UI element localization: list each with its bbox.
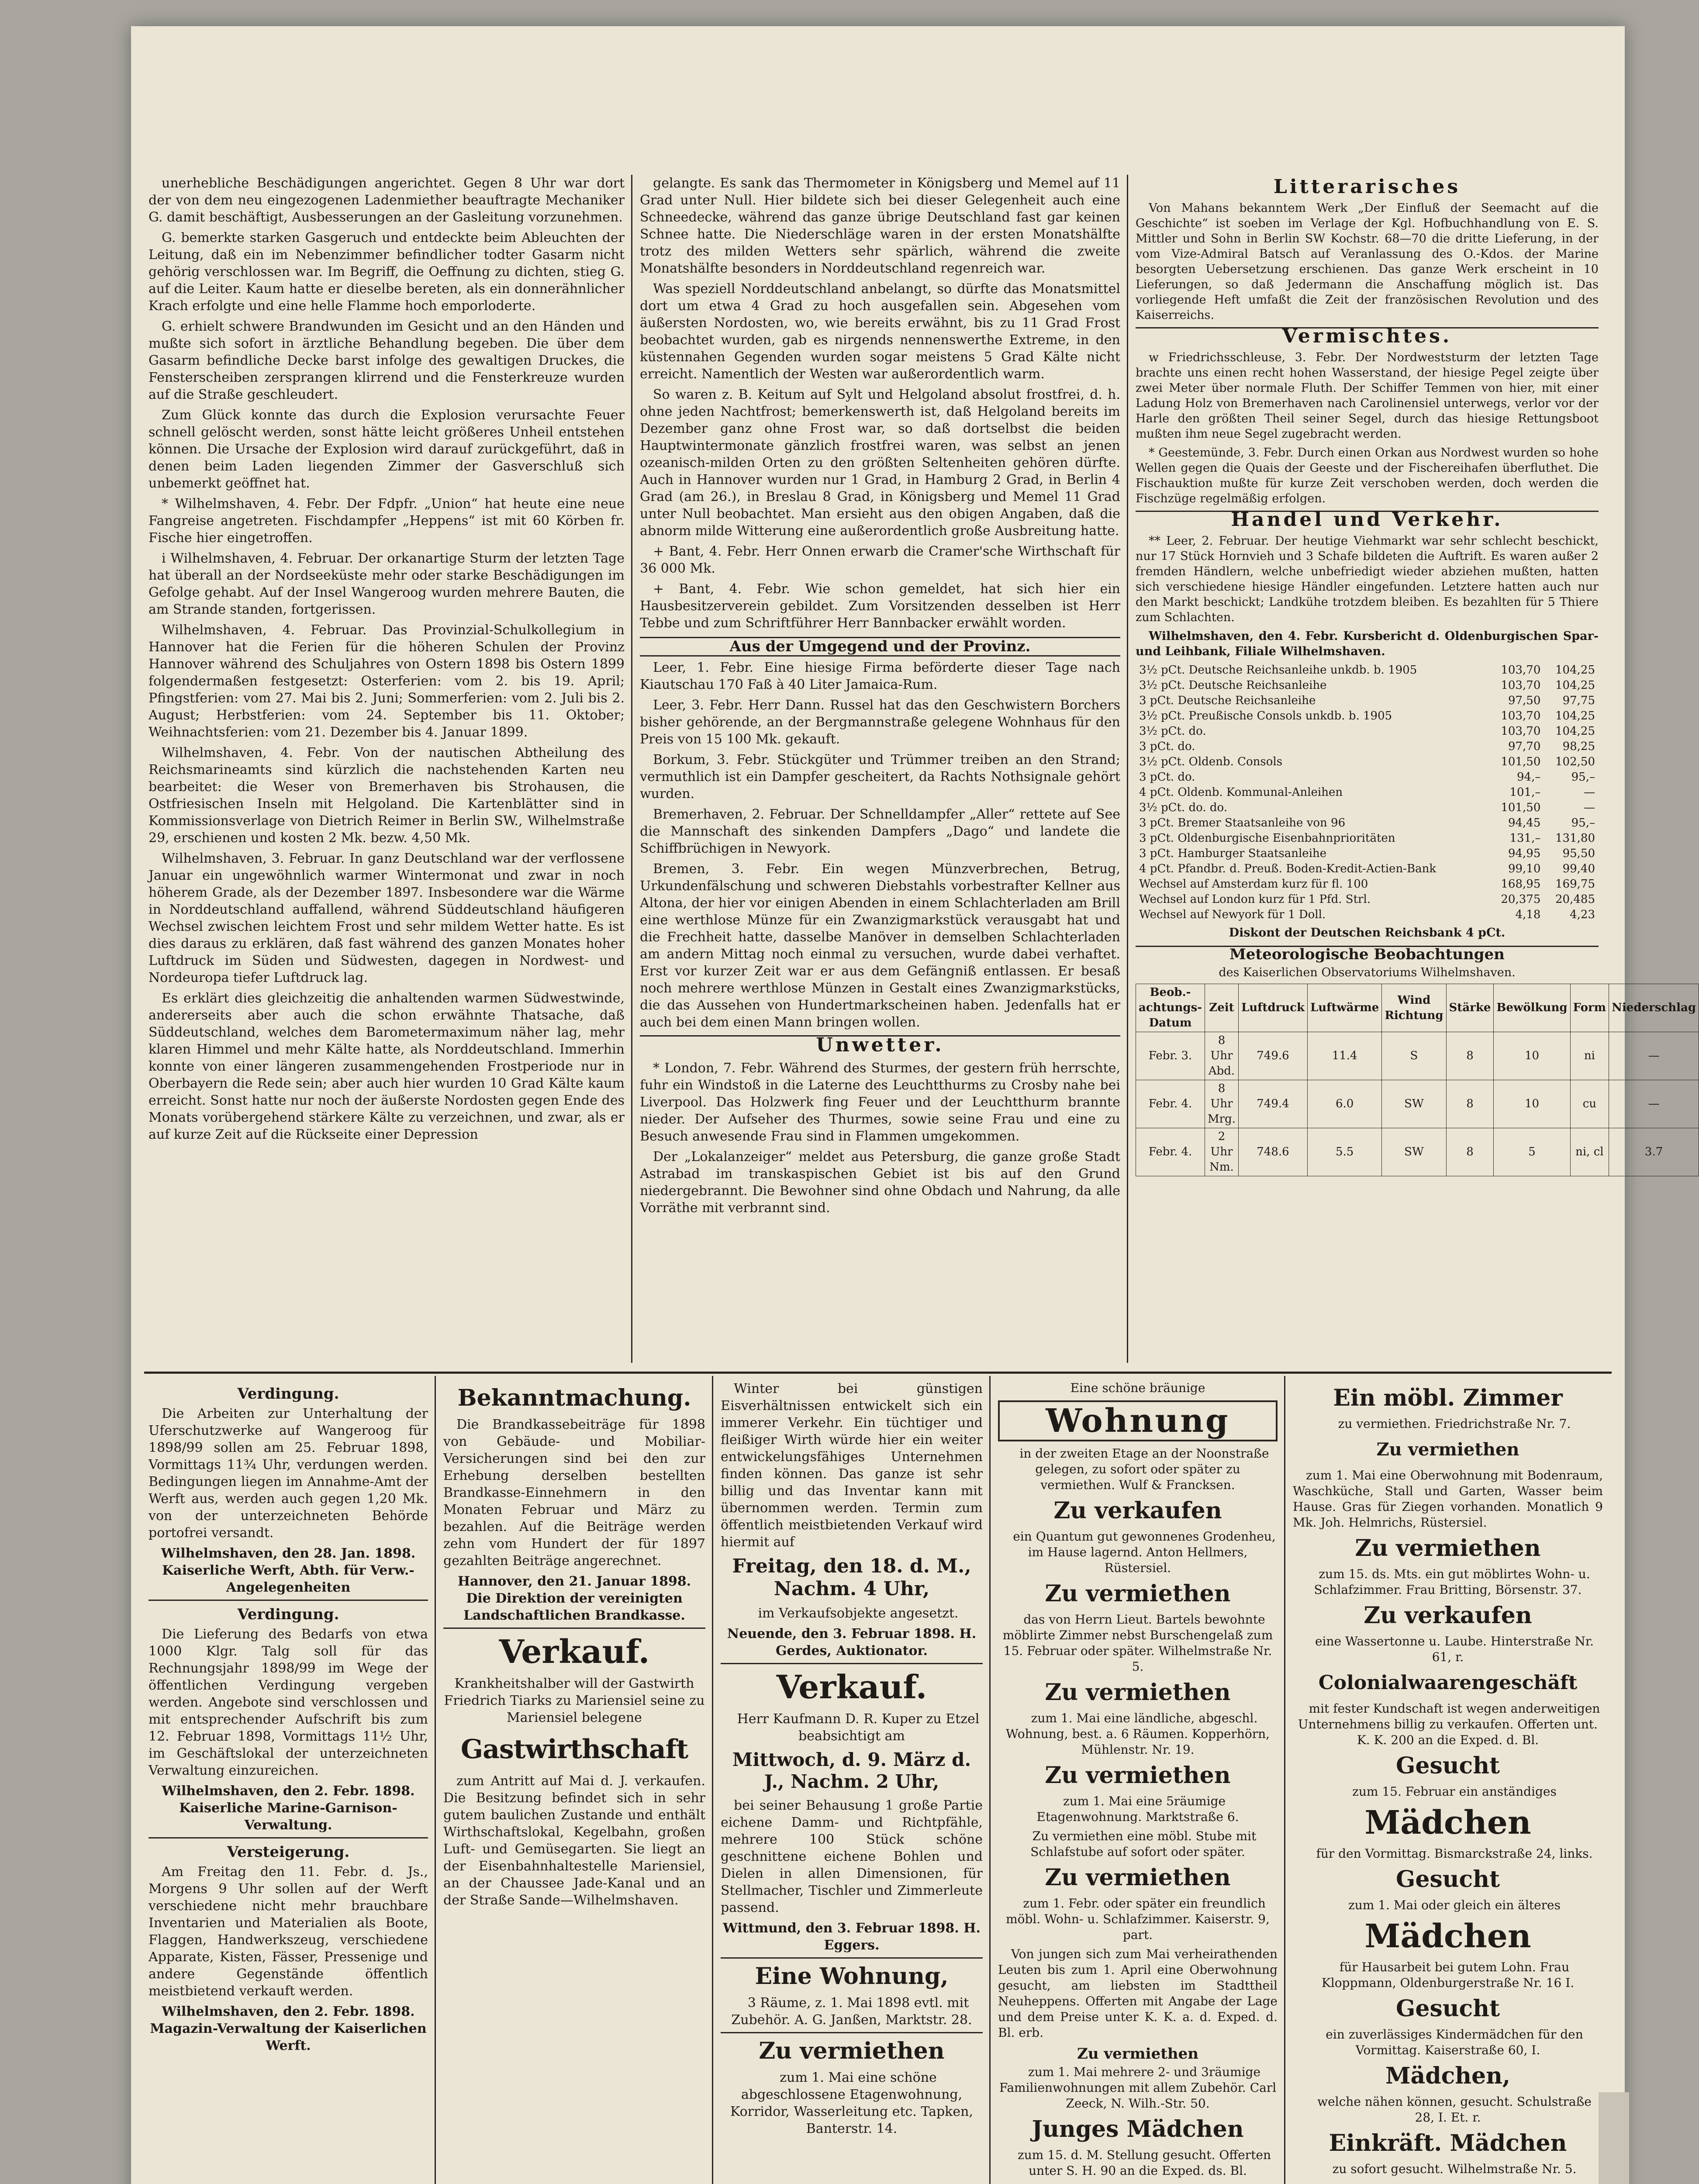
ad-text: für Hausarbeit bei gutem Lohn. Frau Kloppmann, Oldenburgerstraße Nr. 16 I.	[1321, 1960, 1575, 1990]
ad-text: Die Brandkassebeiträge für 1898 von Gebäude- und Mobiliar-Versicherungen sind bei den zur Erhebung derselben bestellten Brandkasse-Einnehmern in den Monaten Februar und März zu bezahlen. Auf die Beiträge werden zehn vom Hundert der für 1897 gezahlten Beiträge angerechnet.	[443, 1417, 705, 1569]
kurs-row	[1136, 770, 1599, 785]
kurs-cell: 131,80	[1555, 832, 1595, 845]
meteo-row	[1136, 1032, 1699, 1080]
article-paragraph: gelangte. Es sank das Thermometer in Königsberg und Memel auf 11 Grad unter Null. Hier bildete sich bei dieser Gelegenheit auch eine Schneedecke, während das ganze übrige Deutschland fast gar keinen Schnee hatte. Die Niederschläge waren in der ersten Monatshälfte trotz des milden Wetters sehr spärlich, während die zweite Monatshälfte besonders in Norddeutschland regenreich war.	[640, 176, 1120, 276]
ad-title: Zu vermiethen	[1376, 1439, 1519, 1460]
ad-text: zum 1. Mai eine schöne abgeschlossene Etagenwohnung, Korridor, Wasserleitung etc. Tapken, Banterstr. 14.	[730, 2070, 973, 2136]
kurs-cell: 95,–	[1571, 816, 1595, 829]
kurs-cell: 3½ pCt. do. do.	[1139, 801, 1227, 814]
ad-signature: Wilhelmshaven, den 2. Febr. 1898. Magazin-Verwaltung der Kaiserlichen Werft.	[150, 2004, 427, 2053]
kurs-row	[1136, 907, 1599, 923]
news-column-right	[1136, 175, 1696, 1363]
meteo-header-cell: Luftwärme	[1307, 984, 1381, 1032]
ad-title: Zu verkaufen	[1053, 1497, 1222, 1524]
article-paragraph: w Friedrichsschleuse, 3. Febr. Der Nordweststurm der letzten Tage brachte uns einen recht hohen Wasserstand, der hiesige Pegel zeigte über zwei Meter über normale Fluth. Der Schiffer Temmen von hier, mit einer Ladung Holz von Bremerhaven nach Carolinensiel unterwegs, verlor vor der Harle den größten Theil seiner Segel, durch das hiesige Rettungsboot mußten ihm neue Segel zugebracht werden.	[1136, 351, 1599, 441]
ad-date: Mittwoch, d. 9. März d. J., Nachm. 2 Uhr,	[732, 1749, 971, 1792]
kurs-cell: 168,95	[1501, 878, 1541, 891]
meteo-header-cell: Stärke	[1446, 984, 1494, 1032]
kurs-row	[1136, 892, 1599, 907]
ad-title: Zu vermiethen	[1045, 1762, 1231, 1789]
ad-text: zum Antritt auf Mai d. J. verkaufen. Die Besitzung befindet sich in sehr gutem baulichen Zustande und enthält Wirthschaftslokal, Kegelbahn, großen Luft- und Gemüsegarten. Sie liegt an der Eisenbahnhaltestelle Mariensiel, an der Chaussee Jade-Kanal und an der Straße Sande—Wilhelmshaven.	[443, 1773, 705, 1908]
ad-signature: Neuende, den 3. Februar 1898. H. Gerdes, Auktionator.	[727, 1626, 977, 1659]
ad-title: Eine Wohnung,	[755, 1963, 949, 1990]
news-column-middle	[640, 175, 1120, 1363]
ad-title: Ein möbl. Zimmer	[1333, 1385, 1563, 1411]
meteo-cell: ni, cl	[1570, 1128, 1609, 1176]
meteo-row	[1136, 1080, 1699, 1128]
kurs-cell: 103,70	[1501, 663, 1541, 677]
ads-column-d	[998, 1380, 1278, 2184]
meteo-cell: 749.4	[1238, 1080, 1307, 1128]
kurs-cell: 3½ pCt. Preußische Consols unkdb. b. 1905	[1139, 709, 1392, 722]
kurs-cell: 4,23	[1570, 908, 1595, 921]
ad-text: zum 1. Mai mehrere 2- und 3räumige Familienwohnungen mit allem Zubehör. Carl Zeeck, N. Wilh.-Str. 50.	[999, 2065, 1277, 2111]
section-heading: Unwetter.	[640, 1035, 1120, 1054]
article-paragraph: + Bant, 4. Febr. Herr Onnen erwarb die Cramer'sche Wirthschaft für 36 000 Mk.	[640, 544, 1120, 576]
kurs-cell: 103,70	[1501, 679, 1541, 692]
kurs-cell: 4,18	[1515, 908, 1541, 921]
article-paragraph: G. bemerkte starken Gasgeruch und entdeckte beim Ableuchten der Leitung, daß ein im Nebenzimmer befindlicher todter Gasarm nicht gehörig verschlossen war. Im Begriff, die Oeffnung zu dichten, stieg G. auf die Leiter. Kaum hatte er dieselbe bereten, als ein donnerähnlicher Krach erfolgte und eine helle Flamme hoch emporloderte.	[148, 230, 625, 314]
meteo-header-cell: Bewölkung	[1494, 984, 1570, 1032]
kurs-cell: 94,95	[1508, 847, 1541, 860]
ad-text: für den Vormittag. Bismarckstraße 24, links.	[1316, 1846, 1593, 1861]
kurs-cell: 3½ pCt. do.	[1139, 725, 1206, 738]
article-paragraph: Zum Glück konnte das durch die Explosion verursachte Feuer schnell gelöscht werden, sonst hätte leicht größeres Unheil entstehen können. Die Ursache der Explosion wird darauf zurückgeführt, daß in denen beim Laden liegenden Zimmer der Gasverschluß sich unbemerkt geöffnet hat.	[148, 408, 625, 491]
meteo-header-cell: Beob.-achtungs-Datum	[1136, 984, 1205, 1032]
article-paragraph: Was speziell Norddeutschland anbelangt, so dürfte das Monatsmittel dort um etwa 4 Grad zu hoch ausgefallen sein. Abgesehen vom äußersten Nordosten, wo, wie bereits erwähnt, bis zu 11 Grad Frost beobachtet wurden, gab es nirgends nennenswerthe Extreme, in den küstennahen Gegenden wurden sogar meistens 5 Grad Kälte nicht erreicht. Namentlich der Westen war außerordentlich warm.	[640, 281, 1120, 382]
kurs-cell: 131,–	[1509, 832, 1541, 845]
ad-title: Zu vermiethen	[1077, 2045, 1198, 2063]
ad-text: Herr Kaufmann D. R. Kuper zu Etzel beabsichtigt am	[737, 1711, 980, 1744]
meteo-cell: 6.0	[1307, 1080, 1381, 1128]
ads-column-a	[148, 1380, 428, 2184]
ad-text: zu sofort gesucht. Wilhelmstraße Nr. 5.	[1332, 2162, 1577, 2176]
kurs-row	[1136, 754, 1599, 770]
ad-text: zum 1. Mai oder gleich ein älteres	[1348, 1898, 1561, 1912]
meteo-cell: Febr. 4.	[1136, 1080, 1205, 1128]
kurs-cell: 104,25	[1555, 679, 1595, 692]
kurs-row	[1136, 693, 1599, 708]
ad-title: Verkauf.	[499, 1633, 650, 1671]
ad-text: zum 15. d. M. Stellung gesucht. Offerten unter S. H. 90 an die Exped. ds. Bl.	[1018, 2148, 1271, 2178]
ad-title: Mädchen,	[1385, 2063, 1511, 2089]
ad-text: zum 1. Febr. oder später ein freundlich möbl. Wohn- u. Schlafzimmer. Kaiserstr. 9, part.	[1006, 1896, 1270, 1942]
ad-title: Verdingung.	[237, 1606, 339, 1623]
column-rule	[1127, 175, 1128, 1363]
ad-text: zu vermiethen. Friedrichstraße Nr. 7.	[1338, 1417, 1571, 1431]
ad-title: Zu vermiethen	[1355, 1535, 1541, 1562]
ad-text: zum 15. Februar ein anständiges	[1352, 1784, 1557, 1799]
ad-text: im Verkaufsobjekte angesetzt.	[758, 1606, 959, 1621]
meteo-header-cell: Niederschlag	[1609, 984, 1699, 1032]
meteo-cell: 2 Uhr Nm.	[1205, 1128, 1239, 1176]
kurs-cell: Wechsel auf Amsterdam kurz für fl. 100	[1139, 878, 1368, 891]
ad-title: Junges Mädchen	[1032, 2116, 1244, 2143]
ad-title: Gesucht	[1395, 1866, 1500, 1893]
meteo-cell: —	[1609, 1032, 1699, 1080]
kurs-cell: 98,25	[1562, 740, 1595, 753]
ad-title: Colonialwaarengeschäft	[1318, 1672, 1578, 1694]
ad-title: Zu vermiethen	[1045, 1580, 1231, 1607]
ad-title: Verkauf.	[776, 1669, 927, 1706]
kurs-cell: 99,40	[1562, 862, 1595, 875]
meteo-header-cell: Zeit	[1205, 984, 1239, 1032]
kurs-cell: 20,375	[1501, 893, 1541, 906]
ad-title: Zu vermiethen	[1045, 1679, 1231, 1706]
meteo-cell: 11.4	[1307, 1032, 1381, 1080]
ad-title: Versteigerung.	[227, 1843, 350, 1861]
kurs-cell: 97,50	[1508, 694, 1541, 707]
kurs-cell: 3½ pCt. Oldenb. Consols	[1139, 755, 1283, 768]
ad-text: Die Lieferung des Bedarfs von etwa 1000 Klgr. Talg soll für das Rechnungsjahr 1898/99 im Wege der öffentlichen Verdingung vergeben werden. Angebote sind verschlossen und mit entsprechender Aufschrift bis zum 12. Februar 1898, Vormittags 11½ Uhr, im Geschäftslokal der unterzeichneten Verwaltung einzureichen.	[148, 1627, 428, 1778]
kurs-cell: 3 pCt. Hamburger Staatsanleihe	[1139, 847, 1327, 860]
kurs-row	[1136, 861, 1599, 877]
article-paragraph: * Geestemünde, 3. Febr. Durch einen Orkan aus Nordwest wurden so hohe Wellen gegen die Quais der Geeste und der Fischereihafen überfluthet. Die Fischauktion mußte für kurze Zeit verschoben werden, doch werden die Fischzüge regelmäßig erfolgen.	[1136, 446, 1599, 505]
meteo-cell: 3.7	[1609, 1128, 1699, 1176]
kurs-cell: 95,–	[1571, 771, 1595, 784]
meteo-cell: 10	[1494, 1080, 1570, 1128]
ad-signature: Hannover, den 21. Januar 1898. Die Direktion der vereinigten Landschaftlichen Brandkasse.	[457, 1574, 691, 1623]
ad-headline: Gastwirthschaft	[460, 1734, 688, 1765]
article-paragraph: Leer, 3. Febr. Herr Dann. Russel hat das den Geschwistern Borchers bisher gehörende, an der Bergmannstraße gelegene Wohnhaus für den Preis von 15 100 Mk. gekauft.	[640, 698, 1120, 747]
ad-text: zum 15. ds. Mts. ein gut möblirtes Wohn- u. Schlafzimmer. Frau Britting, Börsenstr. 37.	[1314, 1567, 1590, 1597]
ads-column-e	[1293, 1380, 1603, 2184]
article-paragraph: i Wilhelmshaven, 4. Februar. Der orkanartige Sturm der letzten Tage hat überall an der Nordseeküste mehr oder starke Beschädigungen im Gefolge gehabt. Auf der Insel Wangeroog wurden mehrere Bauten, die am Strande standen, fortgerissen.	[148, 551, 625, 617]
meteo-heading: Meteorologische Beobachtungen	[1136, 946, 1599, 962]
kurs-row	[1136, 846, 1599, 861]
kurs-row	[1136, 800, 1599, 816]
kurs-cell: 97,70	[1508, 740, 1541, 753]
kurs-cell: 102,50	[1555, 755, 1595, 768]
meteo-cell: Febr. 4.	[1136, 1128, 1205, 1176]
kurs-row	[1136, 663, 1599, 678]
article-paragraph: Von Mahans bekanntem Werk „Der Einfluß der Seemacht auf die Geschichte“ ist soeben im Verlage der Kgl. Hofbuchhandlung von E. S. Mittler und Sohn in Berlin SW Kochstr. 68—70 die dritte Lieferung, in der vom Vize-Admiral Batsch auf Veranlassung des O.-Kdos. der Marine besorgten Uebersetzung erschienen. Das ganze Werk erscheint in 10 Lieferungen, so daß Jedermann die Anschaffung möglich ist. Das vorliegende Heft umfaßt die Zeit der französischen Revolution und des Kaiserreichs.	[1136, 201, 1599, 322]
article-paragraph: Wilhelmshaven, 3. Februar. In ganz Deutschland war der verflossene Januar ein ungewöhnlich warmer Wintermonat und zwar in noch höherem Grade, als der Dezember 1897. Insbesondere war die Wärme in Norddeutschland auffallend, während Süddeutschland häufigeren Wechsel zwischen leichtem Frost und sehr mildem Wetter hatte. Es ist dies daraus zu erklären, daß fast während des ganzen Monates hoher Luftdruck im Süden und Südwesten, dagegen in Nordwest- und Nordeuropa tiefer Luftdruck lag.	[148, 851, 625, 985]
ad-text: Die Arbeiten zur Unterhaltung der Uferschutzwerke auf Wangeroog für 1898/99 sollen am 25. Februar 1898, Vormittags 11¾ Uhr, verdungen werden. Bedingungen liegen im Annahme-Amt der Werft aus, werden auch gegen 1,20 Mk. von der unterzeichneten Behörde portofrei versandt.	[148, 1406, 428, 1541]
meteo-cell: 8	[1446, 1080, 1494, 1128]
meteo-cell: ni	[1570, 1032, 1609, 1080]
column-rule	[631, 175, 632, 1363]
section-heading: Litterarisches	[1273, 176, 1461, 198]
kurs-row	[1136, 724, 1599, 739]
article-paragraph: Wilhelmshaven, 4. Februar. Das Provinzial-Schulkollegium in Hannover hat die Ferien für die höheren Schulen der Provinz Hannover während des Schuljahres von Ostern 1898 bis Ostern 1899 folgendermaßen festgesetzt: Osterferien: vom 2. bis 19. April; Pfingstferien: vom 27. Mai bis 2. Juni; Sommerferien: vom 2. Juli bis 2. August; Herbstferien: vom 24. September bis 11. Oktober; Weihnachtsferien: vom 21. Dezember bis 4. Januar 1899.	[148, 622, 625, 740]
ad-text: Zu vermiethen eine möbl. Stube mit Schlafstube auf sofort oder später.	[1030, 1829, 1257, 1859]
kurs-cell: 104,25	[1555, 663, 1595, 677]
article-paragraph: Leer, 1. Febr. Eine hiesige Firma beförderte dieser Tage nach Kiautschau 170 Faß à 40 Liter Jamaica-Rum.	[640, 660, 1120, 692]
ad-text: Am Freitag den 11. Febr. d. Js., Morgens 9 Uhr sollen auf der Werft verschiedene nicht mehr brauchbare Inventarien und Materialien als Boote, Flaggen, Handwerkszeug, verschiedene Apparate, Kisten, Fässer, Pressenige und andere Gegenstände öffentlich meistbietend verkauft werden.	[148, 1864, 428, 1999]
ad-title: Gesucht	[1395, 1995, 1500, 2022]
ad-title: Wohnung	[998, 1400, 1278, 1441]
kurs-cell: 20,485	[1555, 893, 1595, 906]
kurs-row	[1136, 877, 1599, 892]
section-heading: Aus der Umgegend und der Provinz.	[640, 637, 1120, 657]
kurs-cell: 95,50	[1562, 847, 1595, 860]
ad-text: 3 Räume, z. 1. Mai 1898 evtl. mit Zubehör. A. G. Janßen, Marktstr. 28.	[731, 1995, 972, 2028]
article-paragraph: Wilhelmshaven, 4. Febr. Von der nautischen Abtheilung des Reichsmarineamts sind kürzlich die nachstehenden Karten neu bearbeitet: die Weser von Bremerhaven bis Strohausen, die Ostfriesischen Inseln mit Helgoland. Die Kartenblätter sind in Kommissionsverlage von Dietrich Reimer in Berlin SW., Wilhelmstraße 29, erschienen und kosten 2 Mk. bezw. 4,50 Mk.	[148, 745, 625, 846]
meteo-cell: cu	[1570, 1080, 1609, 1128]
kurs-cell: 97,75	[1562, 694, 1595, 707]
kurs-row	[1136, 739, 1599, 754]
kurs-row	[1136, 831, 1599, 846]
meteo-header-row	[1136, 984, 1699, 1032]
section-rule	[144, 1372, 1612, 1374]
ad-text: zum 1. Mai eine 5räumige Etagenwohnung. Marktstraße 6.	[1036, 1794, 1239, 1824]
meteo-cell: 8	[1446, 1032, 1494, 1080]
article-paragraph: Bremerhaven, 2. Februar. Der Schnelldampfer „Aller“ rettete auf See die Mannschaft des sinkenden Dampfers „Dago“ und landete die Schiffbrüchigen in Newyork.	[640, 807, 1120, 856]
ads-column-b	[443, 1380, 705, 2184]
meteo-cell: S	[1382, 1032, 1446, 1080]
kurs-title: Wilhelmshaven, den 4. Febr. Kursbericht d. Oldenburgischen Spar- und Leihbank, Filiale Wilhelmshaven.	[1136, 629, 1599, 658]
kurs-cell: 4 pCt. Oldenb. Kommunal-Anleihen	[1139, 786, 1343, 799]
kurs-cell: 3½ pCt. Deutsche Reichsanleihe	[1139, 679, 1327, 692]
kurs-cell: 3 pCt. Bremer Staatsanleihe von 96	[1139, 816, 1346, 829]
ad-text: eine Wassertonne u. Laube. Hinterstraße Nr. 61, r.	[1315, 1634, 1594, 1664]
article-paragraph: Borkum, 3. Febr. Stückgüter und Trümmer treiben an den Strand; vermuthlich ist ein Dampfer gescheitert, da Rachts Nothsignale gehört wurden.	[640, 752, 1120, 802]
kurs-cell: —	[1584, 786, 1595, 799]
meteo-header-cell: Wind Richtung	[1382, 984, 1446, 1032]
ad-title: Verdingung.	[237, 1385, 339, 1403]
kurs-cell: 104,25	[1555, 709, 1595, 722]
kurs-cell: Wechsel auf Newyork für 1 Doll.	[1139, 908, 1326, 921]
ad-title: Zu verkaufen	[1364, 1602, 1532, 1629]
article-paragraph: Bremen, 3. Febr. Ein wegen Münzverbrechen, Betrug, Urkundenfälschung und schweren Diebstahls vorbestrafter Kellner aus Altona, der hier vor einigen Abenden in einem Schlachterladen am Brill eine werthlose Münze für ein Zwanzigmarkstück verausgabt hat und die Frechheit hatte, dasselbe Manöver in demselben Schlachterladen am andern Mittag noch einmal zu versuchen, wurde dabei verhaftet. Erst vor kurzer Zeit war er aus dem Gefängniß entlassen. Er besaß noch mehrere werthlose Münzen in Gestalt eines Zwanzigmarkstücks, die das Aussehen von Hundertmarkscheinen haben. Jedenfalls hat er auch bei dem einen Mann bringen wollen.	[640, 861, 1120, 1030]
ad-headline: Mädchen	[1364, 1804, 1531, 1842]
ad-title: Bekanntmachung.	[457, 1385, 691, 1411]
kurs-cell: 104,25	[1555, 725, 1595, 738]
meteo-cell: 10	[1494, 1032, 1570, 1080]
kurs-cell: 3 pCt. Deutsche Reichsanleihe	[1139, 694, 1316, 707]
meteo-cell: 8 Uhr Mrg.	[1205, 1080, 1239, 1128]
ad-text: welche nähen können, gesucht. Schulstraße 28, I. Et. r.	[1317, 2094, 1592, 2125]
kurs-row	[1136, 678, 1599, 693]
ad-signature: Wittmund, den 3. Februar 1898. H. Eggers.	[723, 1921, 981, 1953]
meteo-cell: 749.6	[1238, 1032, 1307, 1080]
article-paragraph: Es erklärt dies gleichzeitig die anhaltenden warmen Südwestwinde, andererseits aber auch die schon erwähnte Thatsache, daß Süddeutschland, welches dem Barometermaximum näher lag, mehr klaren Himmel und mehr Kälte hatte, als Norddeutschland. Immerhin konnte von einer längeren zusammengehenden Frostperiode nur in Oberbayern die Rede sein; aber auch hier wurden 10 Grad Kälte kaum erreicht. Sonst hatte nur noch der äußerste Nordosten gegen Ende des Monats vorübergehend stärkere Kälte zu verzeichnen, und zwar, als er auf kurze Zeit auf die Rückseite einer Depression	[148, 991, 625, 1142]
meteo-cell: —	[1609, 1080, 1699, 1128]
news-column-left	[148, 175, 625, 1363]
ad-text: bei seiner Behausung 1 große Partie eichene Damm- und Richtpfähle, mehrere 100 Stück schöne geschnittene eichene Bohlen und Dielen in allen Dimensionen, für Stellmacher, Tischler und Zimmerleute passend.	[721, 1798, 983, 1915]
kurs-cell: 94,–	[1517, 771, 1541, 784]
kurs-cell: 99,10	[1508, 862, 1541, 875]
kurs-cell: 3 pCt. do.	[1139, 740, 1195, 753]
meteo-cell: 5	[1494, 1128, 1570, 1176]
ad-text: Winter bei günstigen Eisverhältnissen entwickelt sich ein immerer Verkehr. Ein tüchtiger und fleißiger Wirth würde hier ein weiter entwickelungsfähiges Unternehmen finden können. Das ganze ist sehr billig und das Inventar kann mit übernommen werden. Termin zum öffentlich meistbietenden Verkauf wird hiermit auf	[721, 1381, 983, 1550]
article-paragraph: unerhebliche Beschädigungen angerichtet. Gegen 8 Uhr war dort der von dem neu eingezogenen Ladenmiether beauftragte Mechaniker G. damit beschäftigt, Ausbesserungen an der Gasleitung vorzunehmen.	[148, 176, 625, 225]
ad-title: Gesucht	[1395, 1752, 1500, 1779]
article-paragraph: + Bant, 4. Febr. Wie schon gemeldet, hat sich hier ein Hausbesitzerverein gebildet. Zum Vorsitzenden desselben ist Herr Tebbe und zum Schriftführer Herr Bannbacker erwählt worden.	[640, 581, 1120, 631]
meteo-cell: SW	[1382, 1128, 1446, 1176]
article-paragraph: Der „Lokalanzeiger“ meldet aus Petersburg, die ganze große Stadt Astrabad im transkaspischen Gebiet ist bis auf den Grund niedergebrannt. Die Bewohner sind ohne Obdach und Nahrung, da alle Vorräthe mit verbrannt sind.	[640, 1149, 1120, 1216]
kurs-cell: 3½ pCt. Deutsche Reichsanleihe unkdb. b. 1905	[1139, 663, 1417, 677]
kurs-cell: 3 pCt. do.	[1139, 771, 1195, 784]
ad-text: Eine schöne bräunige	[1070, 1381, 1205, 1395]
meteo-cell: 8 Uhr Abd.	[1205, 1032, 1239, 1080]
ad-text: ein zuverlässiges Kindermädchen für den Vormittag. Kaiserstraße 60, I.	[1326, 2027, 1583, 2057]
ad-date: Freitag, den 18. d. M., Nachm. 4 Uhr,	[732, 1555, 971, 1600]
kurs-cell: 103,70	[1501, 709, 1541, 722]
ad-title: Zu vermiethen	[759, 2038, 945, 2064]
kurs-cell: 4 pCt. Pfandbr. d. Preuß. Boden-Kredit-Actien-Bank	[1139, 862, 1437, 875]
kurs-table	[1136, 663, 1599, 923]
kurs-cell: 103,70	[1501, 725, 1541, 738]
ad-text: das von Herrn Lieut. Bartels bewohnte möblirte Zimmer nebst Burschengelaß zum 15. Februar oder später. Wilhelmstraße Nr. 5.	[1002, 1612, 1273, 1674]
meteo-cell: 8	[1446, 1128, 1494, 1176]
column-rule	[1284, 1376, 1285, 2184]
ad-title: Zu vermiethen	[1045, 1864, 1231, 1891]
ad-headline: Mädchen	[1364, 1918, 1531, 1955]
kurs-cell: 101,50	[1501, 801, 1541, 814]
kurs-cell: 169,75	[1555, 878, 1595, 891]
meteo-header-cell: Luftdruck	[1238, 984, 1307, 1032]
ad-text: zum 1. Mai eine ländliche, abgeschl. Wohnung, best. a. 6 Räumen. Kopperhörn, Mühlenstr. Nr. 19.	[1005, 1711, 1270, 1757]
column-rule	[435, 1376, 436, 2184]
meteo-cell: 5.5	[1307, 1128, 1381, 1176]
ad-text: zum 1. Mai eine Oberwohnung mit Bodenraum, Waschküche, Stall und Garten, Wasser beim Hause. Gras für Ziegen vorhanden. Monatlich 9 Mk. Joh. Helmrichs, Rüstersiel.	[1293, 1468, 1603, 1530]
meteo-subheading: des Kaiserlichen Observatoriums Wilhelmshaven.	[1219, 966, 1516, 979]
meteo-cell: Febr. 3.	[1136, 1032, 1205, 1080]
page-edge	[1599, 2092, 1629, 2184]
kurs-cell: Wechsel auf London kurz für 1 Pfd. Strl.	[1139, 893, 1371, 906]
article-paragraph: ** Leer, 2. Februar. Der heutige Viehmarkt war sehr schlecht beschickt, nur 17 Stück Hornvieh und 3 Schafe bildeten die Auftrift. Es waren außer 2 fremden Händlern, welche unbefriedigt wieder abziehen mußten, hatten sich verschiedene hiesige Händler eingefunden. Letztere hatten auch nur den Markt beschickt; Landkühe trotzdem bleiben. Es bezahlten für 5 Thiere zum Schlachten.	[1136, 534, 1599, 624]
ad-title: Einkräft. Mädchen	[1329, 2130, 1567, 2156]
ad-signature: Wilhelmshaven, den 2. Febr. 1898. Kaiserliche Marine-Garnison-Verwaltung.	[162, 1783, 415, 1833]
kurs-cell: —	[1584, 801, 1595, 814]
article-paragraph: So waren z. B. Keitum auf Sylt und Helgoland absolut frostfrei, d. h. ohne jeden Nachtfrost; bemerkenswerth ist, daß Helgoland bereits im Dezember ganz ohne Frost war, so daß dortselbst die beiden Hauptwintermonate gänzlich frostfrei waren, was selbst an jenen ozeanisch-milden Orten zu den größten Seltenheiten gehören dürfte. Auch in Hannover wurden nur 1 Grad, in Hamburg 2 Grad, in Berlin 4 Grad (am 26.), in Breslau 8 Grad, in Königsberg und Memel 11 Grad unter Null beobachtet. Man ersieht aus den obigen Angaben, daß die abnorm milde Witterung eine außerordentlich große Ausbreitung hatte.	[640, 387, 1120, 539]
section-heading: Handel und Verkehr.	[1136, 511, 1599, 527]
ad-text: mit fester Kundschaft ist wegen anderweitigen Unternehmens billig zu verkaufen. Offerten unt. K. K. 200 an die Exped. d. Bl.	[1298, 1701, 1600, 1747]
kurs-row	[1136, 816, 1599, 831]
column-rule	[712, 1376, 713, 2184]
article-paragraph: * London, 7. Febr. Während des Sturmes, der gestern früh herrschte, fuhr ein Windstoß in die Laterne des Leuchtthurms zu Crosby nahe bei Liverpool. Das Holzwerk fing Feuer und der Leuchtthurm brannte nieder. Der Aufseher des Thurmes, sowie seine Frau und eine zu Besuch anwesende Frau sind in Flammen umgekommen.	[640, 1061, 1120, 1144]
ad-text: ein Quantum gut gewonnenes Grodenheu, im Hause lagernd. Anton Hellmers, Rüstersiel.	[1013, 1529, 1276, 1575]
diskont: Diskont der Deutschen Reichsbank 4 pCt.	[1229, 926, 1506, 940]
ad-text: in der zweiten Etage an der Noonstraße gelegen, zu sofort oder später zu vermiethen. Wulf & Francksen.	[1019, 1446, 1269, 1492]
ad-signature: Wilhelmshaven, den 28. Jan. 1898. Kaiserliche Werft, Abth. für Verw.-Angelegenheiten	[161, 1546, 416, 1595]
ads-column-c	[721, 1380, 983, 2184]
meteo-row	[1136, 1128, 1699, 1176]
kurs-cell: 101,50	[1501, 755, 1541, 768]
meteo-cell: 748.6	[1238, 1128, 1307, 1176]
article-paragraph: * Wilhelmshaven, 4. Febr. Der Fdpfr. „Union“ hat heute eine neue Fangreise angetreten. Fischdampfer „Heppens“ ist mit 60 Körben fr. Fische hier eingetroffen.	[148, 496, 625, 546]
kurs-cell: 101,–	[1509, 786, 1541, 799]
ad-text: Von jungen sich zum Mai verheirathenden Leuten bis zum 1. April eine Oberwohnung gesucht, am liebsten im Stadttheil Neuheppens. Offerten mit Angabe der Lage und dem Preise unter K. K. a. d. Exped. d. Bl. erb.	[998, 1947, 1278, 2040]
column-rule	[989, 1376, 991, 2184]
meteo-table	[1136, 984, 1699, 1176]
kurs-cell: 3 pCt. Oldenburgische Eisenbahnprioritäten	[1139, 832, 1395, 845]
meteo-header-cell: Form	[1570, 984, 1609, 1032]
kurs-row	[1136, 708, 1599, 724]
meteo-cell: SW	[1382, 1080, 1446, 1128]
ad-text: Krankheitshalber will der Gastwirth Friedrich Tiarks zu Mariensiel seine zu Mariensiel belegene	[444, 1676, 705, 1725]
section-heading: Vermischtes.	[1136, 327, 1599, 344]
article-paragraph: G. erhielt schwere Brandwunden im Gesicht und an den Händen und mußte sich sofort in ärztliche Behandlung begeben. Die über dem Gasarm befindliche Decke barst infolge des gewaltigen Druckes, die Fensterscheiben zersprangen klirrend und die Fensterkreuze wurden auf die Straße geschleudert.	[148, 319, 625, 402]
kurs-row	[1136, 785, 1599, 800]
newspaper-page	[131, 26, 1696, 2184]
kurs-cell: 94,45	[1508, 816, 1541, 829]
